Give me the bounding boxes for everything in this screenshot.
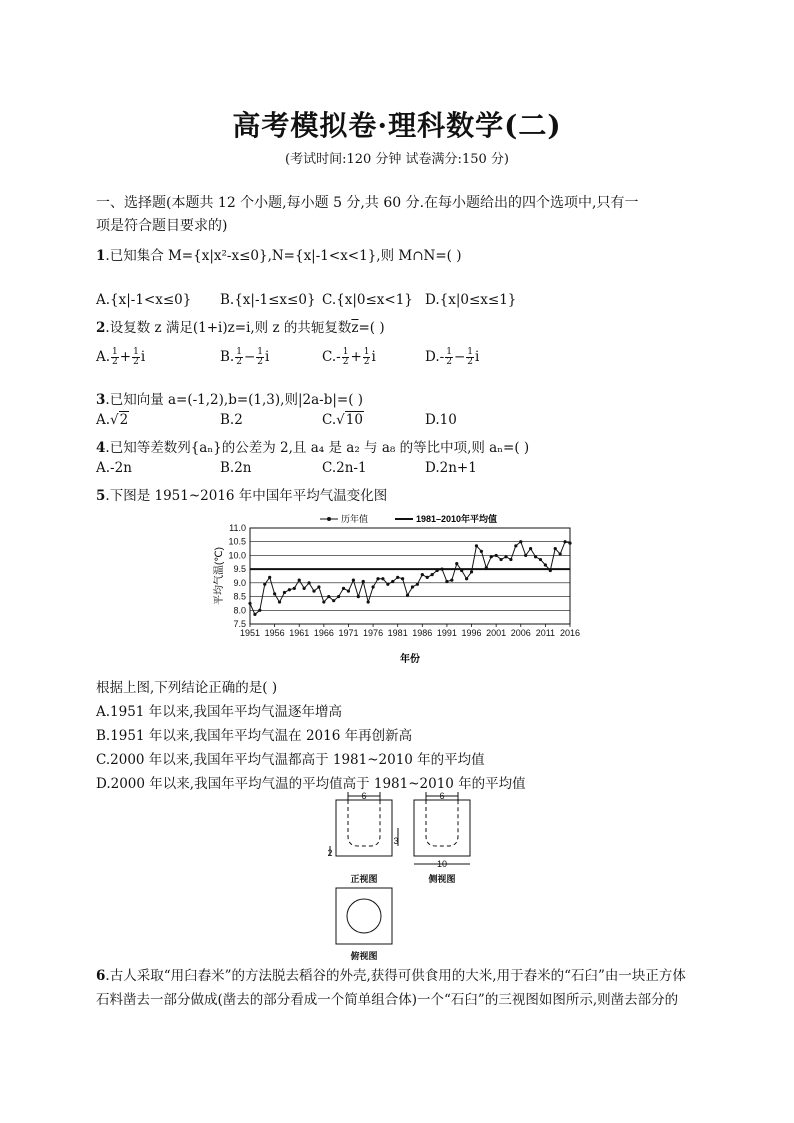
data-point bbox=[263, 583, 266, 586]
conjugate-symbol: $\overline{z}$ bbox=[351, 320, 359, 336]
data-point bbox=[544, 563, 547, 566]
legend-item-annual: 历年值 bbox=[341, 514, 369, 524]
data-point bbox=[371, 585, 374, 588]
numerator: 1 bbox=[112, 347, 118, 357]
data-point bbox=[362, 580, 365, 583]
radicand: 2 bbox=[119, 412, 129, 428]
fraction bbox=[466, 348, 474, 367]
sqrt-symbol: √10 bbox=[336, 412, 363, 428]
data-point bbox=[381, 577, 384, 580]
option-c bbox=[322, 348, 376, 367]
operator: − bbox=[243, 349, 256, 365]
radicand: 10 bbox=[345, 412, 363, 428]
x-tick-label: 2016 bbox=[559, 628, 581, 638]
data-point bbox=[307, 581, 310, 584]
page-subtitle: (考试时间:120 分钟 试卷满分:150 分) bbox=[285, 152, 509, 167]
data-point bbox=[509, 558, 512, 561]
data-point bbox=[568, 541, 571, 544]
numerator: 1 bbox=[257, 347, 263, 357]
data-point bbox=[401, 577, 404, 580]
data-point bbox=[248, 602, 251, 605]
data-point bbox=[455, 562, 458, 565]
data-point bbox=[495, 554, 498, 557]
data-point bbox=[406, 594, 409, 597]
data-point bbox=[253, 613, 256, 616]
data-point bbox=[416, 583, 419, 586]
option-b: B.1951 年以来,我国年平均气温在 2016 年再创新高 bbox=[96, 728, 413, 744]
x-tick-label: 1991 bbox=[436, 628, 457, 638]
option-label: B. bbox=[220, 349, 235, 365]
data-point bbox=[470, 570, 473, 573]
imag-unit: i bbox=[140, 349, 146, 365]
top-view-label: 俯视图 bbox=[350, 951, 378, 961]
data-point bbox=[317, 585, 320, 588]
top-view bbox=[336, 888, 392, 944]
question-2 bbox=[96, 316, 385, 336]
front-view-label: 正视图 bbox=[350, 874, 378, 884]
question-4 bbox=[96, 436, 529, 456]
data-point bbox=[367, 600, 370, 603]
data-point bbox=[391, 580, 394, 583]
question-number: 6 bbox=[96, 968, 106, 984]
fraction bbox=[235, 348, 243, 367]
option-a bbox=[96, 348, 145, 367]
option-c: C.2000 年以来,我国年平均气温都高于 1981~2010 年的平均值 bbox=[96, 752, 485, 768]
option-b: B.{x|-1≤x≤0} bbox=[220, 292, 316, 308]
numerator: 1 bbox=[363, 347, 370, 357]
question-number: 4 bbox=[96, 440, 106, 456]
side-view-outline bbox=[414, 800, 470, 856]
question-number: 5 bbox=[96, 488, 106, 504]
question-stem: .已知向量 a=(-1,2),b=(1,3),则|2a-b|=( ) bbox=[105, 392, 364, 408]
data-point bbox=[357, 595, 360, 598]
option-d: D.{x|0≤x≤1} bbox=[425, 292, 517, 308]
question-number: 3 bbox=[96, 392, 106, 408]
numerator: 1 bbox=[236, 347, 242, 357]
option-label: D.- bbox=[425, 349, 445, 365]
dim-label-6-side: 6 bbox=[439, 791, 445, 801]
question-3 bbox=[96, 388, 363, 408]
data-point bbox=[376, 577, 379, 580]
data-point bbox=[386, 583, 389, 586]
x-tick-label: 2011 bbox=[535, 628, 556, 638]
data-point bbox=[426, 576, 429, 579]
option-d: D.2000 年以来,我国年平均气温的平均值高于 1981~2010 年的平均值 bbox=[96, 776, 526, 792]
series-points bbox=[248, 540, 571, 616]
question-stem: .设复数 z 满足(1+i)z=i,则 z 的共轭复数 bbox=[105, 320, 352, 336]
x-tick-label: 2006 bbox=[510, 628, 531, 638]
option-a: A.{x|-1<x≤0} bbox=[96, 292, 192, 308]
question-5 bbox=[96, 484, 387, 504]
dim-label-3: 3 bbox=[393, 836, 399, 846]
data-point bbox=[342, 587, 345, 590]
x-tick-label: 1976 bbox=[363, 628, 384, 638]
numerator: 1 bbox=[133, 347, 139, 357]
data-point bbox=[460, 569, 463, 572]
x-tick-label: 1981 bbox=[387, 628, 408, 638]
data-point bbox=[465, 577, 468, 580]
y-tick-label: 9.0 bbox=[233, 577, 246, 588]
question-6 bbox=[96, 964, 686, 1012]
series-line bbox=[250, 542, 570, 615]
option-b: B.2 bbox=[220, 412, 243, 428]
y-tick-label: 8.5 bbox=[233, 591, 246, 602]
x-tick-label: 1986 bbox=[412, 628, 433, 638]
y-axis-label: 平均气温(℃) bbox=[214, 547, 225, 605]
data-point bbox=[450, 579, 453, 582]
option-a: A.-2n bbox=[96, 460, 132, 476]
option-c bbox=[322, 412, 364, 428]
data-point bbox=[480, 550, 483, 553]
denominator: 2 bbox=[446, 357, 452, 367]
data-point bbox=[312, 589, 315, 592]
data-point bbox=[499, 558, 502, 561]
option-d: D.2n+1 bbox=[425, 460, 477, 476]
y-tick-labels bbox=[228, 523, 246, 629]
data-point bbox=[332, 599, 335, 602]
question-stem: .已知集合 M={x|x²-x≤0},N={x|-1<x<1},则 M∩N=( ) bbox=[105, 248, 462, 264]
data-point bbox=[529, 547, 532, 550]
question-stem-end: =( ) bbox=[358, 320, 385, 336]
x-axis-label: 年份 bbox=[400, 654, 420, 665]
denominator: 2 bbox=[363, 357, 370, 367]
x-tick-labels bbox=[240, 624, 580, 638]
denominator: 2 bbox=[112, 357, 118, 367]
fraction bbox=[256, 348, 264, 367]
side-view bbox=[414, 792, 470, 864]
data-point bbox=[322, 600, 325, 603]
data-point bbox=[475, 544, 478, 547]
fraction bbox=[132, 348, 140, 367]
x-tick-label: 1971 bbox=[338, 628, 359, 638]
front-view bbox=[330, 792, 398, 856]
question-6-line1 bbox=[96, 964, 686, 988]
section-heading-line1: 一、选择题(本题共 12 个小题,每小题 5 分,共 60 分.在每小题给出的四个选项中,只有一 bbox=[96, 195, 639, 211]
numerator: 1 bbox=[446, 347, 452, 357]
y-tick-label: 11.0 bbox=[229, 523, 246, 533]
dim-label-6-front: 6 bbox=[361, 791, 367, 801]
top-view-circle bbox=[347, 899, 381, 933]
operator: − bbox=[453, 349, 466, 365]
data-point bbox=[563, 540, 566, 543]
sqrt-symbol: √2 bbox=[110, 412, 129, 428]
data-point bbox=[534, 555, 537, 558]
section-heading-line2: 项是符合题目要求的) bbox=[96, 218, 228, 234]
three-view-figure bbox=[320, 790, 480, 965]
option-c: C.2n-1 bbox=[322, 460, 367, 476]
legend bbox=[320, 513, 497, 524]
fraction bbox=[111, 348, 119, 367]
x-tick-label: 1996 bbox=[461, 628, 482, 638]
numerator: 1 bbox=[342, 347, 349, 357]
question-number: 2 bbox=[96, 320, 106, 336]
data-point bbox=[485, 566, 488, 569]
data-point bbox=[514, 544, 517, 547]
data-point bbox=[524, 554, 527, 557]
data-point bbox=[445, 580, 448, 583]
denominator: 2 bbox=[342, 357, 349, 367]
question-stem: .古人采取“用臼舂米”的方法脱去稻谷的外壳,获得可供食用的大米,用于舂米的“石臼”由一块正方体 bbox=[105, 968, 686, 984]
option-a bbox=[96, 412, 129, 428]
question-6-line2: 石料凿去一部分做成(凿去的部分看成一个简单组合体)一个“石臼”的三视图如图所示,则凿去部分的 bbox=[96, 992, 679, 1008]
question-5-prompt: 根据上图,下列结论正确的是( ) bbox=[96, 680, 278, 696]
data-point bbox=[283, 591, 286, 594]
top-view-outline bbox=[336, 888, 392, 944]
fraction bbox=[445, 348, 453, 367]
data-point bbox=[421, 573, 424, 576]
question-stem: .已知等差数列{aₙ}的公差为 2,且 a₄ 是 a₂ 与 a₈ 的等比中项,则 aₙ=( ) bbox=[105, 440, 530, 456]
option-label: C. bbox=[322, 412, 337, 428]
page-title: 高考模拟卷·理科数学(二) bbox=[232, 109, 562, 142]
front-view-outline bbox=[336, 800, 392, 856]
question-number: 1 bbox=[96, 248, 106, 264]
denominator: 2 bbox=[236, 357, 242, 367]
question-stem: .下图是 1951~2016 年中国年平均气温变化图 bbox=[105, 488, 388, 504]
front-view-cavity bbox=[348, 800, 380, 846]
x-tick-label: 1951 bbox=[239, 628, 261, 638]
data-point bbox=[278, 600, 281, 603]
data-point bbox=[539, 558, 542, 561]
imag-unit: i bbox=[371, 349, 376, 365]
data-point bbox=[298, 579, 301, 582]
data-point bbox=[554, 547, 557, 550]
option-label: A. bbox=[96, 412, 111, 428]
option-b: B.2n bbox=[220, 460, 252, 476]
option-d: D.10 bbox=[425, 412, 457, 428]
data-point bbox=[559, 552, 562, 555]
data-point bbox=[327, 595, 330, 598]
data-point bbox=[303, 587, 306, 590]
data-point bbox=[431, 573, 434, 576]
imag-unit: i bbox=[265, 349, 270, 365]
temperature-chart bbox=[210, 508, 585, 668]
operator: + bbox=[350, 349, 362, 365]
option-a: A.1951 年以来,我国年平均气温逐年增高 bbox=[96, 704, 342, 720]
legend-item-average: 1981–2010年平均值 bbox=[416, 514, 498, 524]
data-point bbox=[352, 579, 355, 582]
data-point bbox=[337, 595, 340, 598]
denominator: 2 bbox=[133, 357, 139, 367]
imag-unit: i bbox=[474, 349, 480, 365]
fraction bbox=[342, 348, 350, 367]
y-tick-label: 8.0 bbox=[233, 605, 246, 616]
data-point bbox=[519, 540, 522, 543]
numerator: 1 bbox=[467, 347, 473, 357]
x-tick-label: 2001 bbox=[486, 628, 507, 638]
question-1 bbox=[96, 244, 461, 264]
denominator: 2 bbox=[257, 357, 263, 367]
data-point bbox=[440, 568, 443, 571]
option-c: C.{x|0≤x<1} bbox=[322, 292, 413, 308]
data-point bbox=[411, 585, 414, 588]
fraction bbox=[363, 348, 371, 367]
data-point bbox=[347, 589, 350, 592]
side-view-cavity bbox=[426, 800, 458, 846]
option-b bbox=[220, 348, 269, 367]
x-tick-label: 1961 bbox=[289, 628, 310, 638]
data-point bbox=[504, 555, 507, 558]
y-tick-label: 10.0 bbox=[228, 550, 246, 561]
option-label: A. bbox=[96, 349, 111, 365]
data-point bbox=[288, 588, 291, 591]
data-point bbox=[268, 576, 271, 579]
data-point bbox=[490, 555, 493, 558]
side-view-label: 侧视图 bbox=[428, 874, 456, 884]
data-point bbox=[258, 609, 261, 612]
section-heading bbox=[96, 192, 639, 238]
data-point bbox=[435, 569, 438, 572]
data-point bbox=[396, 576, 399, 579]
operator: + bbox=[119, 349, 132, 365]
option-d bbox=[425, 348, 479, 367]
y-tick-label: 7.5 bbox=[233, 619, 246, 629]
legend-marker-dot bbox=[327, 517, 331, 521]
data-point bbox=[549, 569, 552, 572]
x-tick-label: 1956 bbox=[264, 628, 285, 638]
x-tick-label: 1966 bbox=[313, 628, 334, 638]
denominator: 2 bbox=[467, 357, 473, 367]
y-tick-label: 9.5 bbox=[233, 564, 246, 575]
option-label: C.- bbox=[322, 349, 341, 365]
data-point bbox=[273, 592, 276, 595]
dim-label-10: 10 bbox=[436, 859, 448, 869]
dim-label-2: 2 bbox=[327, 848, 333, 858]
data-point bbox=[293, 587, 296, 590]
y-tick-label: 10.5 bbox=[228, 536, 246, 547]
